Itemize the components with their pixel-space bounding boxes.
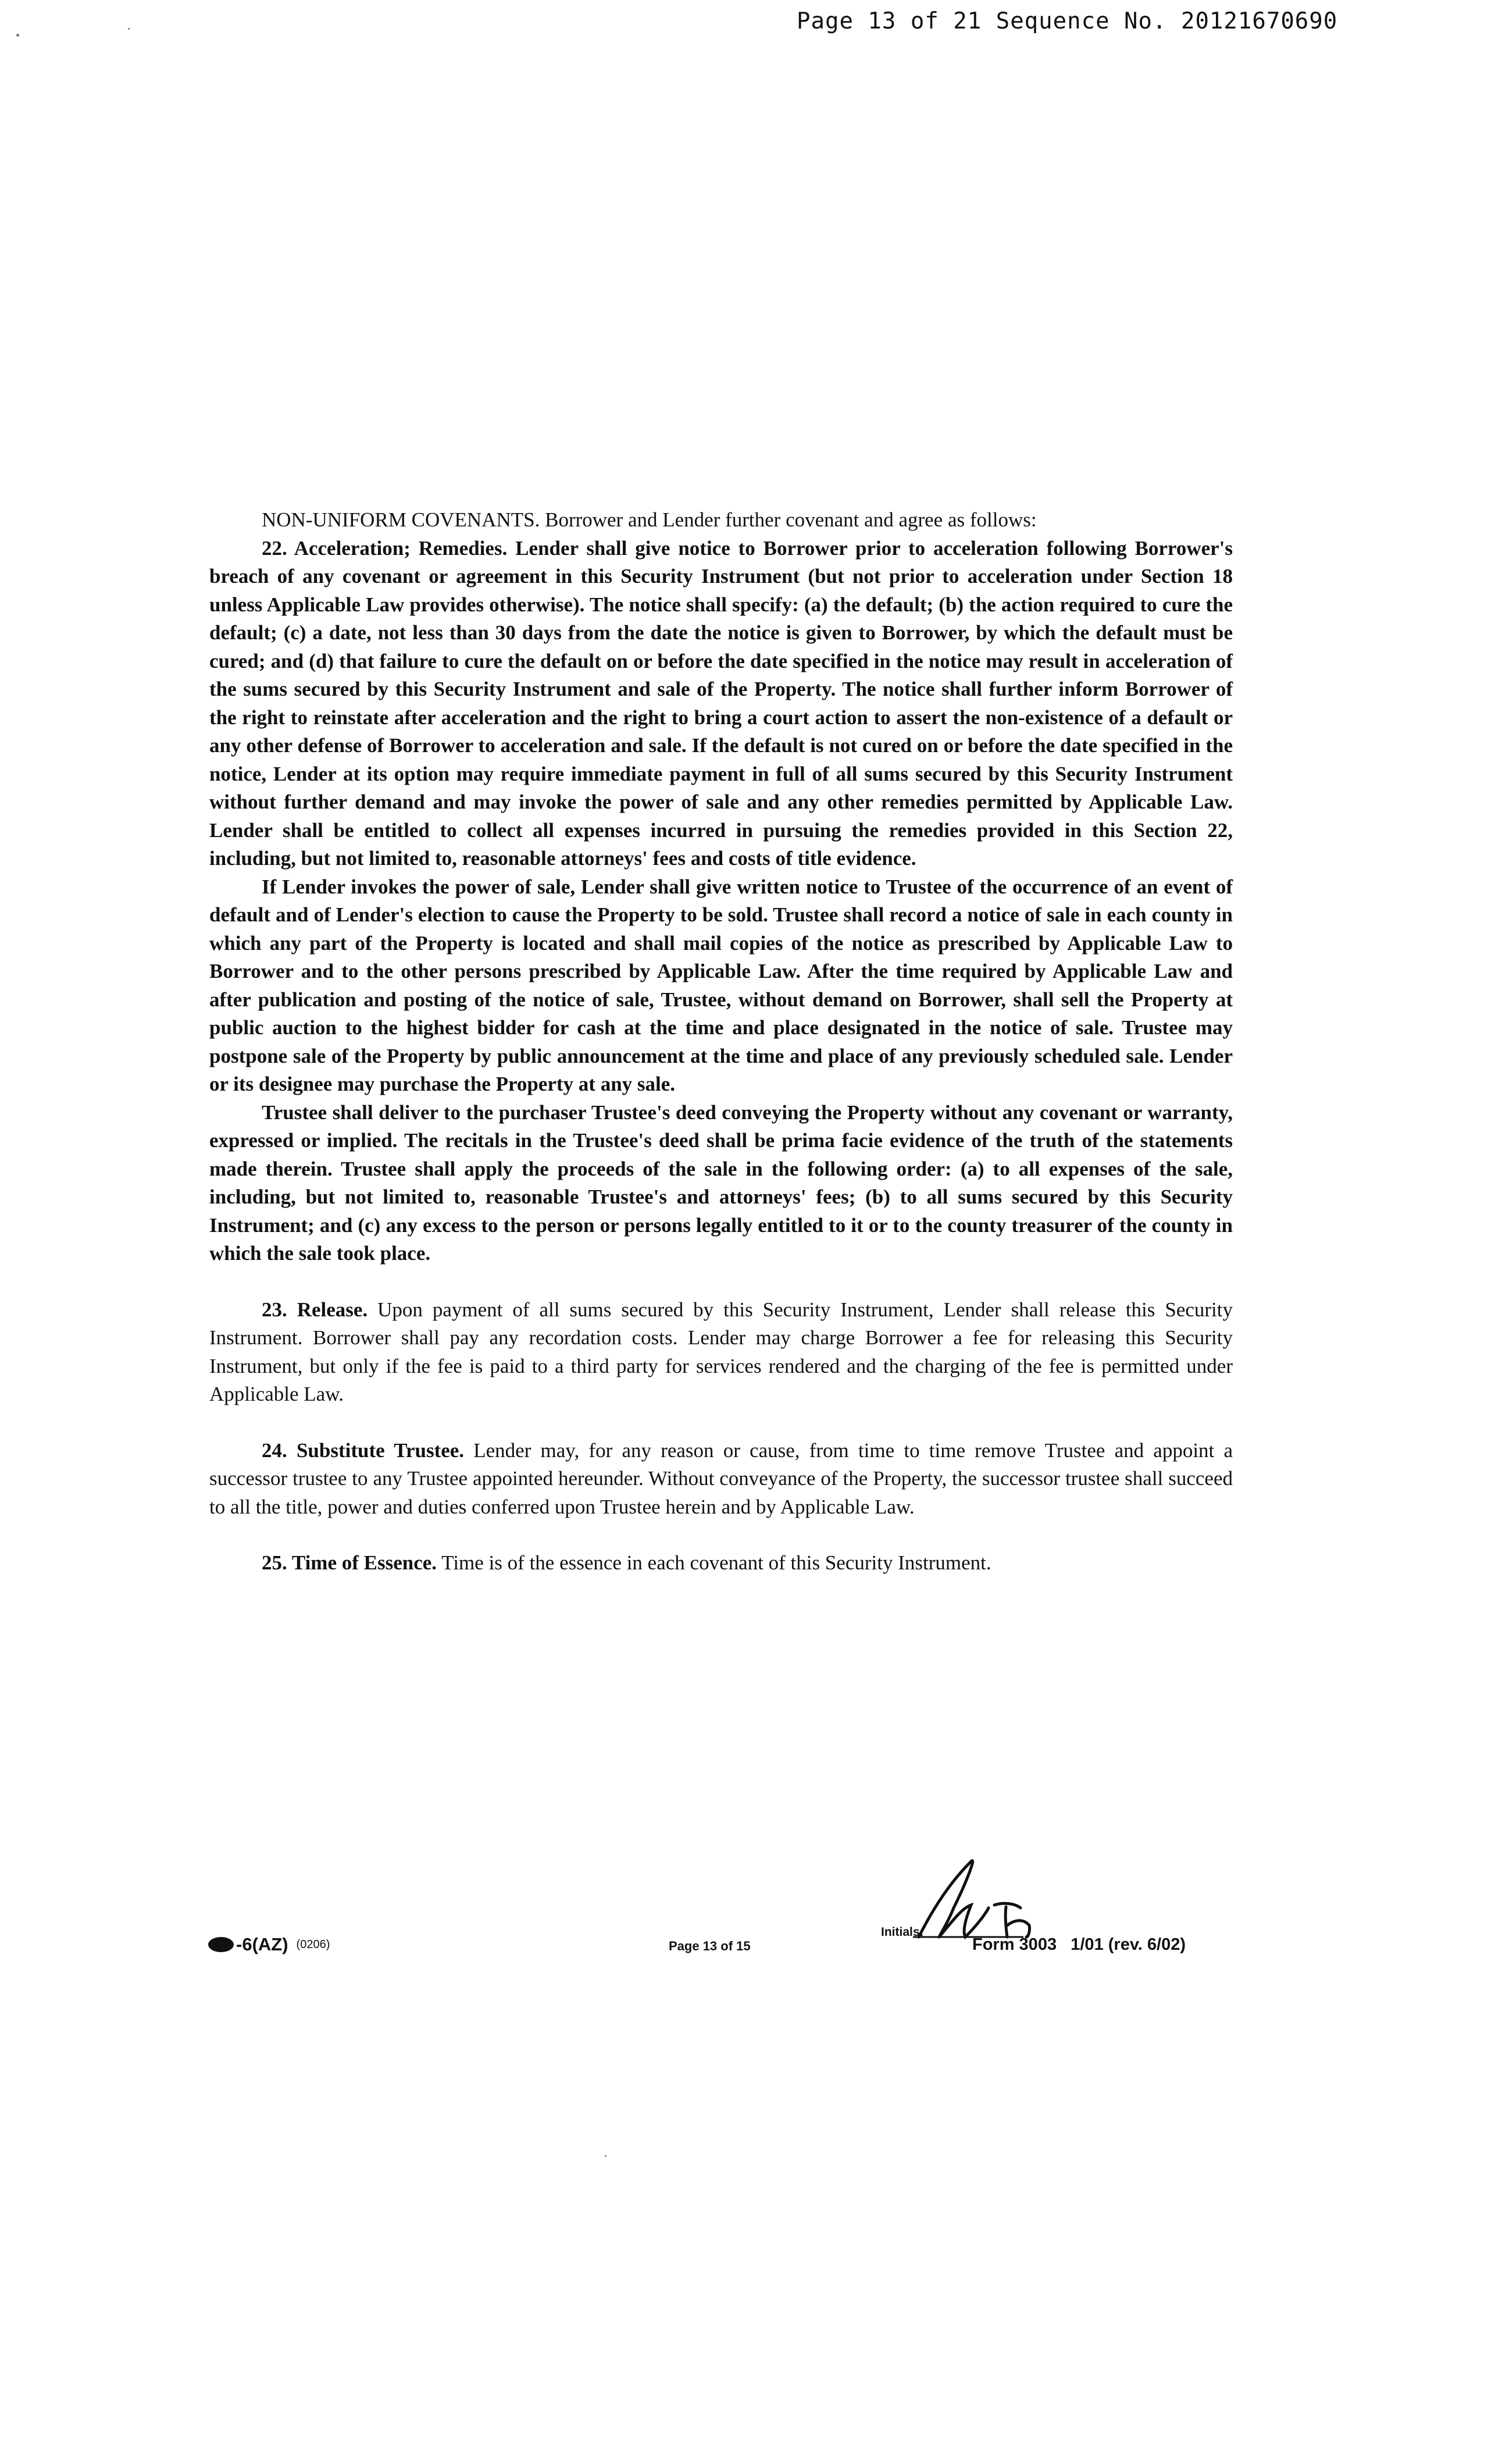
initials-signature bbox=[907, 1850, 1041, 1943]
vmp-logo-icon bbox=[208, 1937, 234, 1952]
scan-speck bbox=[605, 2155, 606, 2157]
section-23-text: Upon payment of all sums secured by this Security Instrument, Lender shall release this Security Instrument. Borrower shall pay any recordation costs. Lender may charge Borrower a fee for releasing this Security Instrument, but only if the fee is paid to a third party for services rendered and the charging of the fee is permitted under Applicable Law. bbox=[209, 1298, 1233, 1405]
section-22-para-3: Trustee shall deliver to the purchaser Trustee's deed conveying the Property without any covenant or warranty, expressed or implied. The recitals in the Trustee's deed shall be prima facie evidence of the truth of the statements made therein. Trustee shall apply the proceeds of the sale in the following order: (a) to all expenses of the sale, including, but not limited to, reasonable Trustee's and attorneys' fees; (b) to all sums secured by this Security Instrument; and (c) any excess to the person or persons legally entitled to it or to the county treasurer of the county in which the sale took place. bbox=[209, 1101, 1233, 1265]
form-number-text: Form 3003 bbox=[972, 1935, 1057, 1954]
section-23 bbox=[209, 1296, 1233, 1409]
vmp-form-logo bbox=[208, 1934, 330, 1955]
form-date: 1/01 (rev. 6/02) bbox=[1071, 1935, 1186, 1954]
section-23-heading: 23. Release. bbox=[262, 1298, 368, 1321]
section-25-text: Time is of the essence in each covenant of this Security Instrument. bbox=[441, 1551, 991, 1574]
section-24-heading: 24. Substitute Trustee. bbox=[262, 1438, 465, 1462]
section-22-text-1: Lender shall give notice to Borrower prior to acceleration following Borrower's breach of any covenant or agreement in this Security Instrument (but not prior to acceleration under Section 18 unless Applicable Law provides otherwise). The notice shall specify: (a) the default; (b) the action required to cure the default; (c) a date, not less than 30 days from the date the notice is given to Borrower, by which the default must be cured; and (d) that failure to cure the default on or before the date specified in the notice may result in acceleration of the sums secured by this Security Instrument and sale of the Property. The notice shall further inform Borrower of the right to reinstate after acceleration and the right to bring a court action to assert the non-existence of a default or any other defense of Borrower to acceleration and sale. If the default is not cured on or before the date specified in the notice, Lender at its option may require immediate payment in full of all sums secured by this Security Instrument without further demand and may invoke the power of sale and any other remedies permitted by Applicable Law. Lender shall be entitled to collect all expenses incurred in pursuing the remedies provided in this Section 22, including, but not limited to, reasonable attorneys' fees and costs of title evidence. bbox=[209, 536, 1233, 870]
form-code: -6(AZ) bbox=[236, 1934, 288, 1954]
document-body bbox=[209, 506, 1233, 1578]
section-25-heading: 25. Time of Essence. bbox=[262, 1551, 437, 1574]
section-25 bbox=[209, 1549, 1233, 1578]
section-22-para-1 bbox=[209, 535, 1233, 873]
form-number bbox=[972, 1935, 1186, 1954]
section-22-heading: 22. Acceleration; Remedies. bbox=[262, 536, 508, 560]
form-revision: (0206) bbox=[296, 1938, 330, 1951]
scan-speck bbox=[128, 28, 130, 30]
section-22-para-2: If Lender invokes the power of sale, Lender shall give written notice to Trustee of the occurrence of an event of default and of Lender's election to cause the Property to be sold. Trustee shall record a notice of sale in each county in which any part of the Property is located and shall mail copies of the notice as prescribed by Applicable Law to Borrower and to the other persons prescribed by Applicable Law. After the time required by Applicable Law and after publication and posting of the notice of sale, Trustee, without demand on Borrower, shall sell the Property at public auction to the highest bidder for cash at the time and place designated in the notice of sale. Trustee may postpone sale of the Property by public announcement at the time and place of any previously scheduled sale. Lender or its designee may purchase the Property at any sale. bbox=[209, 875, 1233, 1095]
page-sequence-stamp: Page 13 of 21 Sequence No. 20121670690 bbox=[797, 8, 1338, 34]
covenants-intro: NON-UNIFORM COVENANTS. Borrower and Lender further covenant and agree as follows: bbox=[262, 508, 1037, 531]
page-number: Page 13 of 15 bbox=[669, 1939, 751, 1953]
scan-speck bbox=[16, 34, 19, 37]
initials-label: Initials: bbox=[881, 1925, 924, 1939]
section-24 bbox=[209, 1437, 1233, 1522]
section-24-text: Lender may, for any reason or cause, from time to time remove Trustee and appoint a successor trustee to any Trustee appointed hereunder. Without conveyance of the Property, the successor trustee shall succeed to all the title, power and duties conferred upon Trustee herein and by Applicable Law. bbox=[209, 1438, 1233, 1518]
